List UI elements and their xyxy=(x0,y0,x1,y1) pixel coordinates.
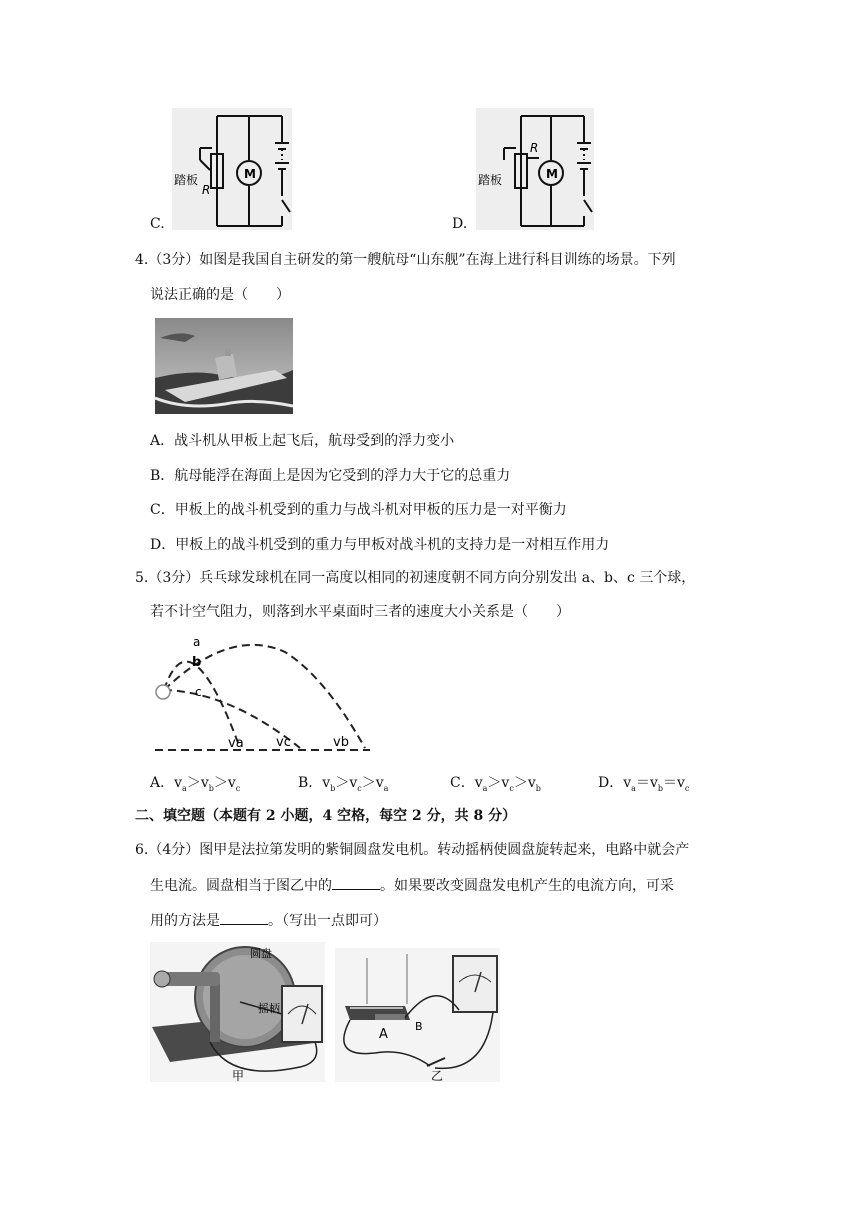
q4-stem-line2: 说法正确的是（ ） xyxy=(150,287,290,303)
q6-line3: 用的方法是 。（写出一点即可） xyxy=(150,910,387,931)
answer-blank-2[interactable] xyxy=(220,910,268,925)
generator-figure-jia xyxy=(150,942,325,1082)
option-d-label: D. xyxy=(452,216,468,232)
q5-stem-line2: 若不计空气阻力，则落到水平桌面时三者的速度大小关系是（ ） xyxy=(150,604,570,620)
label-a: a xyxy=(193,635,201,649)
circuit-diagram-d xyxy=(476,108,594,230)
launcher-ball-icon xyxy=(156,685,170,699)
label-b: b xyxy=(192,655,202,670)
r-label: R xyxy=(530,141,539,155)
q6-line2: 生电流。圆盘相当于图乙中的 。如果要改变圆盘发电机产生的电流方向，可采 xyxy=(150,875,674,896)
label-crank: 摇柄 xyxy=(258,1002,280,1015)
q5-stem-line1: 5.（3分）兵乓球发球机在同一高度以相同的初速度朝不同方向分别发出 a、b、c 三个球， xyxy=(135,570,696,586)
label-c: c xyxy=(195,685,202,699)
label-yi: 乙 xyxy=(431,1069,444,1082)
label-jia: 甲 xyxy=(232,1069,245,1082)
q3-option-d xyxy=(452,108,602,236)
motor-label: M xyxy=(546,167,558,181)
circuit-figure-yi xyxy=(335,948,500,1082)
q6-line1: 6.（4分）图甲是法拉第发明的紫铜圆盘发电机。转动摇柄使圆盘旋转起来，电路中就会产 xyxy=(135,842,690,858)
aircraft-carrier-photo xyxy=(155,318,293,414)
label-va: va xyxy=(228,736,244,751)
motor-label: M xyxy=(244,167,256,181)
option-c-label: C. xyxy=(150,216,165,232)
pedal-label: 踏板 xyxy=(174,173,199,187)
circuit-diagram-c xyxy=(172,108,292,230)
trajectory-diagram xyxy=(150,632,380,756)
q4-stem-line1: 4.（3分）如图是我国自主研发的第一艘航母“山东舰”在海上进行科目训练的场景。下列 xyxy=(135,252,676,268)
answer-blank-1[interactable] xyxy=(332,875,380,890)
q5-option-d: D．$v_a=v_b=v_c$ xyxy=(598,775,690,793)
pedal-label: 踏板 xyxy=(478,173,503,187)
carrier-image-icon xyxy=(155,318,293,414)
label-A: A xyxy=(379,1027,388,1042)
q4-option-b: B．航母能浮在海面上是因为它受到的浮力大于它的总重力 xyxy=(150,468,511,484)
q5-option-b: B．$v_b>v_c>v_a$ xyxy=(298,775,389,793)
q4-option-c: C．甲板上的战斗机受到的重力与战斗机对甲板的压力是一对平衡力 xyxy=(150,502,567,518)
label-vb: vb xyxy=(333,735,349,750)
label-disc: 圆盘 xyxy=(250,947,272,960)
section-heading: 二、填空题（本题有 2 小题，4 空格，每空 2 分，共 8 分） xyxy=(135,808,517,824)
label-B: B xyxy=(415,1020,423,1033)
q4-option-d: D．甲板上的战斗机受到的重力与甲板对战斗机的支持力是一对相互作用力 xyxy=(150,537,610,553)
q5-option-c: C．$v_a>v_c>v_b$ xyxy=(450,775,541,793)
label-vc: vc xyxy=(276,735,291,750)
q5-option-a: A．$v_a>v_b>v_c$ xyxy=(150,775,241,793)
q3-option-c xyxy=(150,108,300,236)
q4-option-a: A．战斗机从甲板上起飞后，航母受到的浮力变小 xyxy=(150,433,455,449)
r-label: R xyxy=(202,183,211,197)
